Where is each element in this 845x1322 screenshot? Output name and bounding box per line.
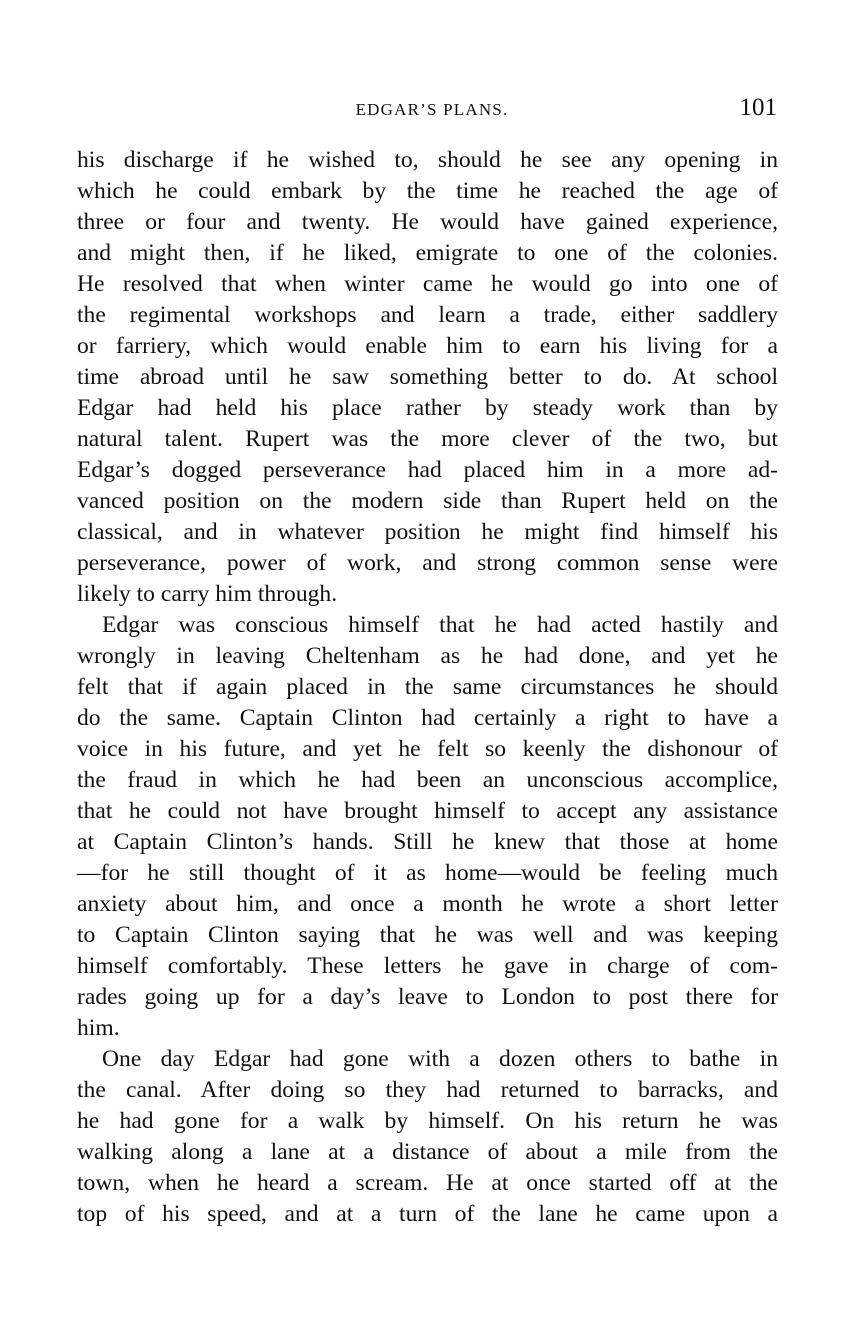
text-line: wrongly in leaving Cheltenham as he had done, and yet he	[77, 643, 778, 669]
text-line: his discharge if he wished to, should he see any opening in	[77, 147, 778, 173]
text-line: felt that if again placed in the same circumstances he should	[77, 674, 778, 700]
text-line: rades going up for a day’s leave to London to post there for	[77, 984, 778, 1010]
running-head	[77, 94, 777, 128]
body-text	[77, 145, 778, 1230]
text-line: classical, and in whatever position he might find himself his	[77, 519, 778, 545]
chapter-title: EDGAR’S PLANS.	[355, 100, 509, 119]
text-line: or farriery, which would enable him to earn his living for a	[77, 333, 778, 359]
text-line: do the same. Captain Clinton had certainly a right to have a	[77, 705, 778, 731]
text-line: which he could embark by the time he reached the age of	[77, 178, 778, 204]
page-number: 101	[739, 94, 777, 121]
text-line: anxiety about him, and once a month he wrote a short letter	[77, 891, 778, 917]
text-line: top of his speed, and at a turn of the lane he came upon a	[77, 1201, 778, 1227]
text-line: the regimental workshops and learn a trade, either saddlery	[77, 302, 778, 328]
text-line: the fraud in which he had been an unconscious accomplice,	[77, 767, 778, 793]
text-line: natural talent. Rupert was the more clever of the two, but	[77, 426, 778, 452]
paragraph-first-line: One day Edgar had gone with a dozen others to bathe in	[102, 1046, 778, 1072]
text-line: —for he still thought of it as home—would be feeling much	[77, 860, 778, 886]
text-line: He resolved that when winter came he would go into one of	[77, 271, 778, 297]
text-line: three or four and twenty. He would have gained experience,	[77, 209, 778, 235]
paragraph-end-line: likely to carry him through.	[77, 581, 338, 607]
text-line: the canal. After doing so they had returned to barracks, and	[77, 1077, 778, 1103]
text-line: walking along a lane at a distance of about a mile from the	[77, 1139, 778, 1165]
paragraph-first-line: Edgar was conscious himself that he had acted hastily and	[102, 612, 778, 638]
text-line: perseverance, power of work, and strong common sense were	[77, 550, 778, 576]
text-line: Edgar’s dogged perseverance had placed him in a more ad-	[77, 457, 778, 483]
text-line: town, when he heard a scream. He at once started off at the	[77, 1170, 778, 1196]
text-line: himself comfortably. These letters he gave in charge of com-	[77, 953, 778, 979]
paragraph-end-line: him.	[77, 1015, 120, 1041]
text-line: time abroad until he saw something better to do. At school	[77, 364, 778, 390]
text-line: Edgar had held his place rather by steady work than by	[77, 395, 778, 421]
text-line: he had gone for a walk by himself. On his return he was	[77, 1108, 778, 1134]
text-line: at Captain Clinton’s hands. Still he knew that those at home	[77, 829, 778, 855]
text-line: and might then, if he liked, emigrate to one of the colonies.	[77, 240, 778, 266]
text-line: voice in his future, and yet he felt so keenly the dishonour of	[77, 736, 778, 762]
text-line: to Captain Clinton saying that he was well and was keeping	[77, 922, 778, 948]
text-line: that he could not have brought himself to accept any assistance	[77, 798, 778, 824]
text-line: vanced position on the modern side than Rupert held on the	[77, 488, 778, 514]
